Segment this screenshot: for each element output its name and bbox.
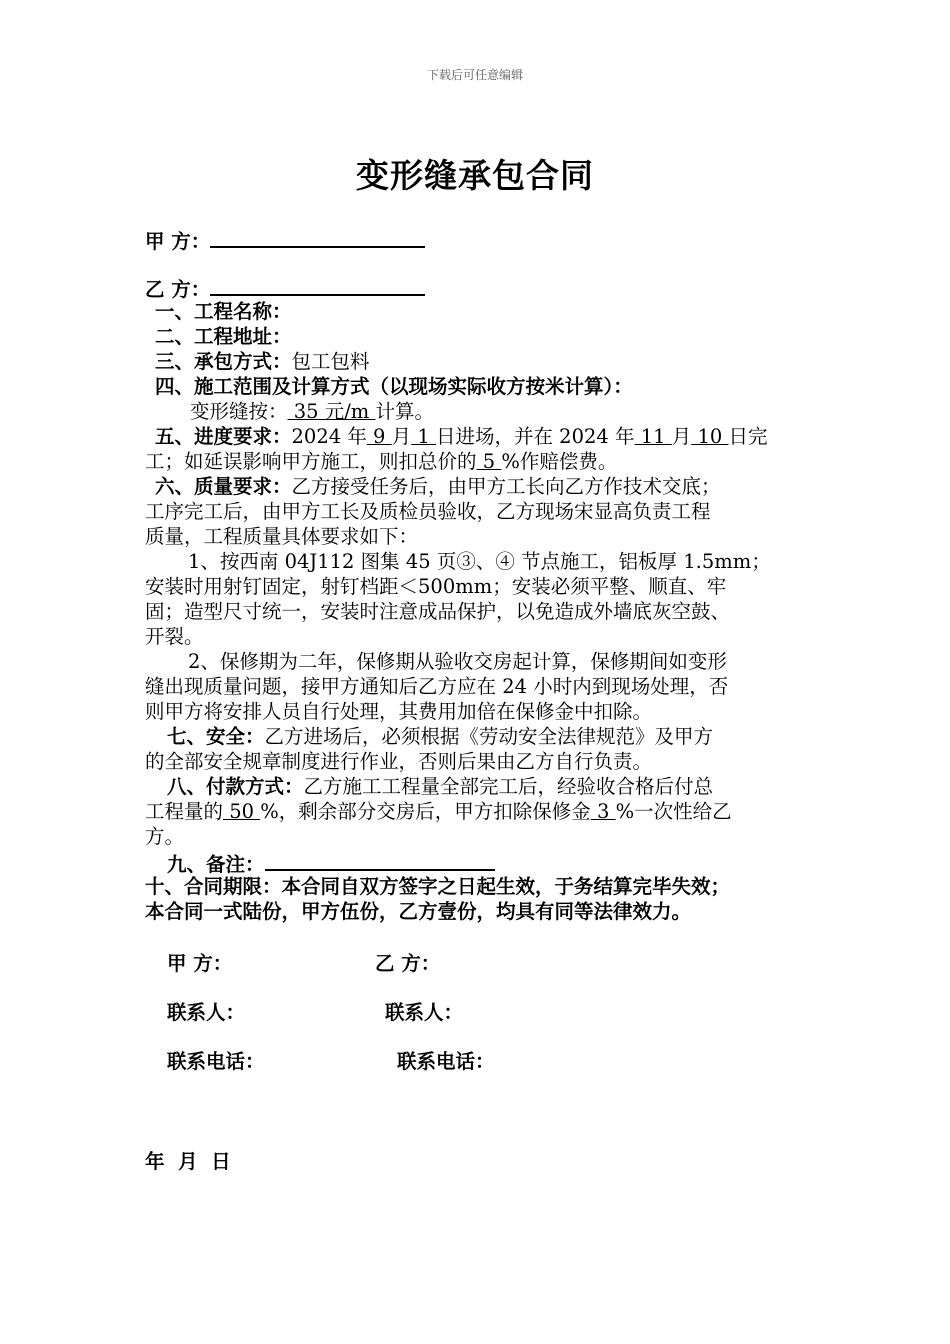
party-a-blank bbox=[210, 226, 425, 248]
s5-day1: 1 bbox=[411, 425, 436, 448]
section-9 bbox=[167, 849, 847, 877]
date-line: 年 月 日 bbox=[145, 1150, 231, 1173]
item-2-line2: 缝出现质量问题，接甲方通知后乙方应在 24 小时内到现场处理，否 bbox=[145, 675, 729, 698]
section-3-value: 包工包料 bbox=[291, 350, 370, 373]
item-2-line3: 则甲方将安排人员自行处理，其费用加倍在保修金中扣除。 bbox=[145, 700, 653, 723]
sign-party-a: 甲 方： bbox=[167, 952, 233, 975]
s5-penalty: 5 bbox=[476, 450, 502, 473]
s5-day2: 10 bbox=[691, 425, 729, 448]
page-title: 变形缝承包合同 bbox=[356, 156, 594, 195]
s8-line2-pre: 工程量的 bbox=[145, 800, 224, 823]
sign-party-b: 乙 方： bbox=[375, 952, 441, 975]
section-9-blank bbox=[265, 849, 495, 871]
s5-t3: 日进场，并在 2024 年 bbox=[435, 425, 635, 448]
item-2-line1: 2、保修期为二年，保修期从验收交房起计算，保修期间如变形 bbox=[188, 650, 727, 673]
item-1-line2: 安装时用射钉固定，射钉档距＜500mm；安装必须平整、顺直、牢 bbox=[145, 575, 727, 598]
contact-b: 联系人： bbox=[385, 1001, 464, 1024]
s8-line2-mid: %，剩余部分交房后，甲方扣除保修金 bbox=[260, 800, 591, 823]
section-1: 一、工程名称： bbox=[155, 300, 292, 323]
s7-line1: 乙方进场后，必须根据《劳动安全法律规范》及甲方 bbox=[264, 725, 714, 748]
s6-line1: 乙方接受任务后，由甲方工长向乙方作技术交底； bbox=[291, 475, 721, 498]
s8-line1: 乙方施工工程量全部完工后，经验收合格后付总 bbox=[303, 775, 714, 798]
party-b-line bbox=[145, 274, 825, 302]
section-3-label: 三、承包方式： bbox=[155, 350, 292, 373]
s5-line2-pre: 工；如延误影响甲方施工，则扣总价的 bbox=[145, 450, 477, 473]
section-2: 二、工程地址： bbox=[155, 325, 292, 348]
s5-line2-post: %作赔偿费。 bbox=[501, 450, 618, 473]
section-10-line1: 十、合同期限：本合同自双方签字之日起生效，于务结算完毕失效； bbox=[145, 875, 731, 898]
section-6-label: 六、质量要求： bbox=[155, 475, 292, 498]
section-6-line2: 工序完工后，由甲方工长及质检员验收，乙方现场宋显高负责工程 bbox=[145, 500, 711, 523]
section-4: 四、施工范围及计算方式（以现场实际收方按米计算）： bbox=[155, 375, 633, 398]
s5-month1: 9 bbox=[366, 425, 392, 448]
section-7-label: 七、安全： bbox=[167, 725, 265, 748]
header-note: 下载后可任意编辑 bbox=[426, 68, 523, 82]
item-1-line3: 固；造型尺寸统一，安装时注意成品保护，以免造成外墙底灰空鼓、 bbox=[145, 600, 731, 623]
item-1-line4: 开裂。 bbox=[145, 625, 204, 648]
party-a-line bbox=[145, 226, 825, 254]
item-1-line1: 1、按西南 04J112 图集 45 页③、④ 节点施工，铝板厚 1.5mm； bbox=[188, 550, 771, 573]
section-6-line3: 质量，工程质量具体要求如下： bbox=[145, 525, 419, 548]
s4-pre: 变形缝按： bbox=[190, 400, 288, 423]
s8-pct1: 50 bbox=[223, 800, 261, 823]
section-3 bbox=[155, 349, 835, 374]
section-6-line1 bbox=[155, 474, 835, 499]
party-b-blank bbox=[210, 274, 425, 296]
section-7-line2: 的全部安全规章制度进行作业，否则后果由乙方自行负责。 bbox=[145, 750, 653, 773]
s4-price: 35 元/m bbox=[287, 400, 376, 423]
section-5-label: 五、进度要求： bbox=[155, 425, 292, 448]
s4-post: 计算。 bbox=[375, 400, 435, 423]
s8-pct2: 3 bbox=[590, 800, 616, 823]
section-4-detail bbox=[190, 399, 870, 424]
section-9-label: 九、备注： bbox=[167, 853, 265, 876]
s5-month2: 11 bbox=[634, 425, 672, 448]
section-10-line2: 本合同一式陆份，甲方伍份，乙方壹份，均具有同等法律效力。 bbox=[145, 900, 692, 923]
section-8-line3: 方。 bbox=[145, 825, 185, 848]
s8-line2-post: %一次性给乙 bbox=[615, 800, 732, 823]
section-8-line2 bbox=[145, 799, 825, 824]
s5-t4: 月 bbox=[671, 425, 692, 448]
section-5-line2 bbox=[145, 449, 825, 474]
phone-b: 联系电话： bbox=[397, 1050, 495, 1073]
section-8-label: 八、付款方式： bbox=[167, 775, 304, 798]
contact-a: 联系人： bbox=[167, 1001, 246, 1024]
s5-t1: 2024 年 bbox=[291, 425, 367, 448]
section-7-line1 bbox=[167, 724, 847, 749]
section-8-line1 bbox=[167, 774, 847, 799]
section-5-line1 bbox=[155, 424, 835, 449]
s5-t2: 月 bbox=[391, 425, 412, 448]
party-b-label: 乙 方： bbox=[145, 278, 211, 301]
phone-a: 联系电话： bbox=[167, 1050, 265, 1073]
s5-t5: 日完 bbox=[728, 425, 768, 448]
party-a-label: 甲 方： bbox=[145, 230, 211, 253]
